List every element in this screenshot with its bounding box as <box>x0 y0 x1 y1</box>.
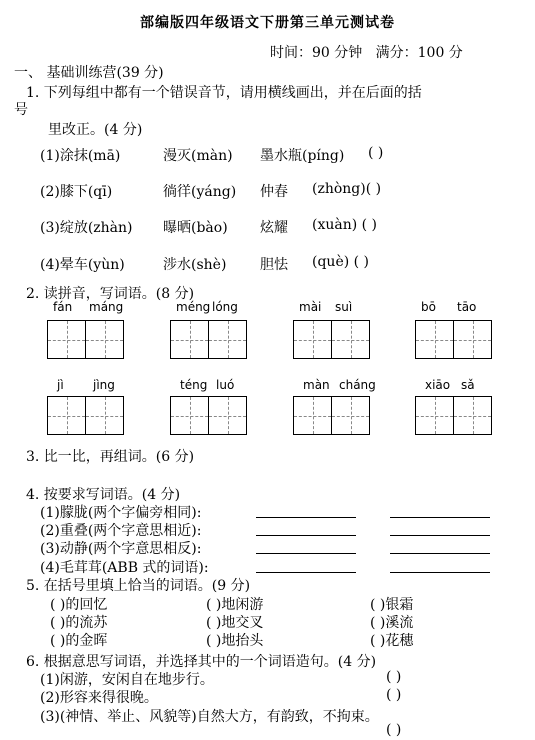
q1-row-2-cell-2: 徜徉(yáng) <box>163 184 237 200</box>
q6-item-2: (2)形容来得很晚。 <box>40 690 158 706</box>
pinyin-syllable: jìng <box>93 378 115 392</box>
q6-answer-paren[interactable]: ( ) <box>386 722 402 738</box>
tianzige-box[interactable] <box>415 320 454 359</box>
tianzige-box[interactable] <box>331 320 370 359</box>
q4-item-1: (1)朦胧(两个字偏旁相同): <box>40 505 202 521</box>
q6-prompt: 6. 根据意思写词语，并选择其中的一个词语造句。(4 分) <box>26 654 377 670</box>
q6-item-1: (1)闲游，安闲自在地步行。 <box>40 672 214 688</box>
pinyin-syllable: bō <box>421 300 436 314</box>
q5-blank-1-1[interactable]: ( )的回忆 <box>50 597 108 613</box>
q1-prompt: 1. 下列每组中都有一个错误音节，请用横线画出，并在后面的括 <box>26 85 422 101</box>
pinyin-group-3 <box>293 300 373 360</box>
pinyin-syllable: fán <box>53 300 73 314</box>
q5-blank-1-2[interactable]: ( )地闲游 <box>206 597 264 613</box>
q4-answer-line[interactable] <box>390 572 490 573</box>
tianzige-box[interactable] <box>415 396 454 435</box>
q4-answer-line[interactable] <box>256 572 356 573</box>
pinyin-group-4 <box>415 300 495 360</box>
pinyin-group-1 <box>47 300 127 360</box>
q5-blank-2-1[interactable]: ( )的流苏 <box>50 615 108 631</box>
pinyin-syllable: luó <box>216 378 235 392</box>
pinyin-syllable: mài <box>299 300 322 314</box>
q4-answer-line[interactable] <box>256 517 356 518</box>
q4-answer-line[interactable] <box>256 535 356 536</box>
q1-prompt-cont: 里改正。(4 分) <box>48 122 143 138</box>
pinyin-group-8 <box>415 378 495 438</box>
pinyin-syllable: máng <box>89 300 124 314</box>
section-1-heading: 一、 基础训练营(39 分) <box>14 65 164 81</box>
tianzige-box[interactable] <box>293 320 332 359</box>
q1-row-1-cell-3: 墨水瓶(píng) <box>260 148 345 164</box>
exam-meta <box>270 42 463 62</box>
q1-row-4-cell-3: 胆怯 <box>260 257 288 273</box>
tianzige-box[interactable] <box>47 396 86 435</box>
tianzige-box[interactable] <box>47 320 86 359</box>
q1-row-1-cell-4[interactable]: ( ) <box>368 145 384 161</box>
pinyin-group-2 <box>170 300 250 360</box>
q4-answer-line[interactable] <box>256 553 356 554</box>
tianzige-box[interactable] <box>170 320 209 359</box>
tianzige-box[interactable] <box>453 396 492 435</box>
pinyin-syllable: tāo <box>457 300 477 314</box>
q6-answer-paren[interactable]: ( ) <box>386 687 402 703</box>
pinyin-syllable: suì <box>335 300 353 314</box>
q5-blank-3-3[interactable]: ( )花穗 <box>370 633 414 649</box>
q1-row-3-cell-3: 炫耀 <box>260 220 288 236</box>
q1-row-1-cell-2: 漫灭(màn) <box>163 148 233 164</box>
q1-row-1-cell-1: (1)涂抹(mā) <box>40 148 121 164</box>
tianzige-box[interactable] <box>331 396 370 435</box>
pinyin-syllable: téng <box>180 378 208 392</box>
q4-prompt: 4. 按要求写词语。(4 分) <box>26 487 181 503</box>
q1-row-3-cell-2: 曝晒(bào) <box>163 220 228 236</box>
tianzige-box[interactable] <box>293 396 332 435</box>
q4-answer-line[interactable] <box>390 535 490 536</box>
pinyin-syllable: xiāo <box>425 378 451 392</box>
q5-blank-2-3[interactable]: ( )溪流 <box>370 615 414 631</box>
pinyin-syllable: jì <box>57 378 64 392</box>
pinyin-syllable: méng <box>176 300 211 314</box>
q6-item-3: (3)(神情、举止、风貌等)自然大方，有韵致，不拘束。 <box>40 709 379 725</box>
q4-item-2: (2)重叠(两个字意思相近): <box>40 523 202 539</box>
q5-blank-3-1[interactable]: ( )的金晖 <box>50 633 108 649</box>
q1-row-2-cell-4[interactable]: (zhòng)( ) <box>312 181 382 197</box>
pinyin-syllable: lóng <box>212 300 238 314</box>
q4-answer-line[interactable] <box>390 553 490 554</box>
pinyin-group-5 <box>47 378 127 438</box>
q5-blank-1-3[interactable]: ( )银霜 <box>370 597 414 613</box>
full-score: 满分：100 分 <box>375 45 463 61</box>
pinyin-group-7 <box>293 378 376 438</box>
q1-prompt-wrap: 号 <box>14 102 28 118</box>
q1-row-4-cell-1: (4)晕车(yùn) <box>40 257 125 273</box>
q5-blank-3-2[interactable]: ( )地抬头 <box>206 633 264 649</box>
tianzige-box[interactable] <box>453 320 492 359</box>
tianzige-box[interactable] <box>85 396 124 435</box>
q1-row-2-cell-1: (2)膝下(qī) <box>40 184 113 200</box>
q1-row-4-cell-2: 涉水(shè) <box>163 257 227 273</box>
pinyin-syllable: sǎ <box>461 378 475 392</box>
q2-prompt: 2. 读拼音，写词语。(8 分) <box>26 286 195 302</box>
pinyin-syllable: màn <box>303 378 330 392</box>
time-limit: 时间：90 分钟 <box>270 45 363 61</box>
q1-row-3-cell-4[interactable]: (xuàn) ( ) <box>312 217 378 233</box>
q4-item-3: (3)动静(两个字意思相反): <box>40 541 202 557</box>
tianzige-box[interactable] <box>170 396 209 435</box>
pinyin-syllable: cháng <box>339 378 376 392</box>
q1-row-4-cell-4[interactable]: (què) ( ) <box>312 254 370 270</box>
q5-prompt: 5. 在括号里填上恰当的词语。(9 分) <box>26 578 251 594</box>
q4-item-4: (4)毛茸茸(ABB 式的词语): <box>40 560 209 576</box>
pinyin-group-6 <box>170 378 250 438</box>
tianzige-box[interactable] <box>208 320 247 359</box>
q6-answer-paren[interactable]: ( ) <box>386 669 402 685</box>
q4-answer-line[interactable] <box>390 517 490 518</box>
tianzige-box[interactable] <box>85 320 124 359</box>
tianzige-box[interactable] <box>208 396 247 435</box>
q5-blank-2-2[interactable]: ( )地交叉 <box>206 615 264 631</box>
q1-row-2-cell-3: 仲春 <box>260 184 288 200</box>
page-title: 部编版四年级语文下册第三单元测试卷 <box>140 15 395 31</box>
q1-row-3-cell-1: (3)绽放(zhàn) <box>40 220 133 236</box>
q3-prompt: 3. 比一比，再组词。(6 分) <box>26 449 195 465</box>
